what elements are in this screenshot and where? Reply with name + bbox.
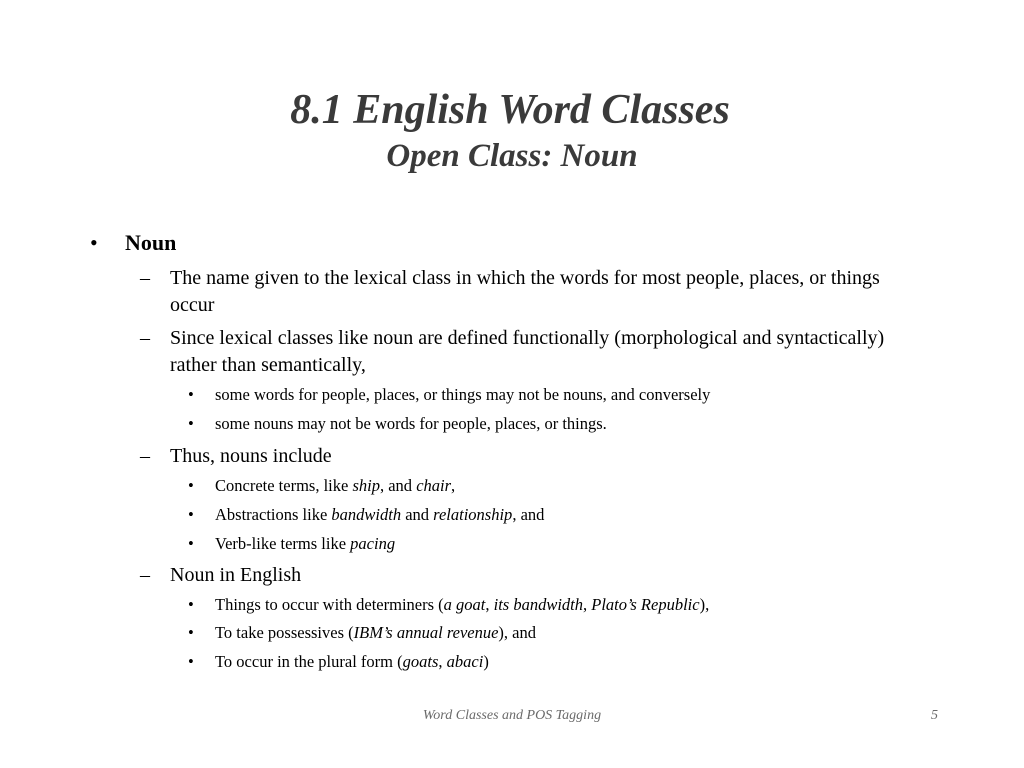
example-goats: goats — [402, 652, 439, 671]
footer-page-number: 5 — [931, 708, 938, 723]
example-its-bandwidth: its bandwidth — [493, 595, 584, 614]
dot-glyph: • — [188, 414, 194, 433]
slide-subtitle: Open Class: Noun — [386, 138, 638, 174]
example-bandwidth: bandwidth — [331, 505, 402, 524]
dot-glyph: • — [188, 534, 194, 553]
subsubitem-not-people-text: some nouns may not be words for people, places, or things. — [215, 414, 607, 433]
subsubitem-plural — [188, 651, 928, 673]
dot-glyph: • — [188, 623, 194, 642]
example-platos-republic: Plato’s Republic — [591, 595, 700, 614]
subitem-nouns-include-text: Thus, nouns include — [170, 445, 332, 467]
subsubitem-abstractions — [188, 504, 928, 526]
dot-glyph: • — [188, 595, 194, 614]
subsubitem-not-nouns — [188, 384, 928, 406]
example-a-goat: a goat — [443, 595, 486, 614]
subsubitem-concrete — [188, 475, 928, 497]
subitem-noun-in-english-text: Noun in English — [170, 564, 302, 586]
dot-glyph: • — [188, 652, 194, 671]
footer-title: Word Classes and POS Tagging — [422, 708, 602, 723]
subsubitem-abstractions-text: Abstractions like bandwidth and relationship, and — [215, 505, 545, 524]
subsubitem-possessives — [188, 622, 928, 644]
slide-title: 8.1 English Word Classes — [290, 87, 730, 133]
example-ibm-revenue: IBM’s annual revenue — [353, 623, 499, 642]
subitem-definition-text: The name given to the lexical class in which the words for most people, places, or things occur — [170, 267, 880, 316]
subsubitem-not-nouns-text: some words for people, places, or things may not be nouns, and conversely — [215, 385, 711, 404]
subsubitem-possessives-text: To take possessives (IBM’s annual revenue), and — [215, 623, 536, 642]
bullet-glyph: • — [90, 230, 98, 255]
subitem-nouns-include — [140, 443, 920, 470]
subitem-functional — [140, 325, 920, 379]
dot-glyph: • — [188, 505, 194, 524]
dash-glyph: – — [140, 564, 150, 586]
subsubitem-determiners — [188, 594, 928, 616]
example-chair: chair — [416, 476, 452, 495]
subsubitem-not-people — [188, 413, 928, 435]
subsubitem-concrete-text: Concrete terms, like ship, and chair, — [215, 476, 456, 495]
dot-glyph: • — [188, 385, 194, 404]
dash-glyph: – — [140, 327, 150, 349]
dot-glyph: • — [188, 476, 194, 495]
subitem-noun-in-english — [140, 562, 920, 589]
example-relationship: relationship — [433, 505, 513, 524]
dash-glyph: – — [140, 267, 150, 289]
subsubitem-determiners-text: Things to occur with determiners (a goat, its bandwidth, Plato’s Republic), — [215, 595, 710, 614]
subsubitem-verb-like-text: Verb-like terms like pacing — [215, 534, 396, 553]
bullet-noun-label: Noun — [125, 230, 177, 255]
subsubitem-plural-text: To occur in the plural form (goats, abaci) — [215, 652, 489, 671]
dash-glyph: – — [140, 445, 150, 467]
example-pacing: pacing — [350, 534, 396, 553]
subitem-functional-text: Since lexical classes like noun are defined functionally (morphological and syntactically) rather than semantically, — [170, 327, 885, 376]
example-ship: ship — [352, 476, 380, 495]
subsubitem-verb-like — [188, 533, 928, 555]
subitem-definition — [140, 265, 920, 319]
example-abaci: abaci — [446, 652, 484, 671]
